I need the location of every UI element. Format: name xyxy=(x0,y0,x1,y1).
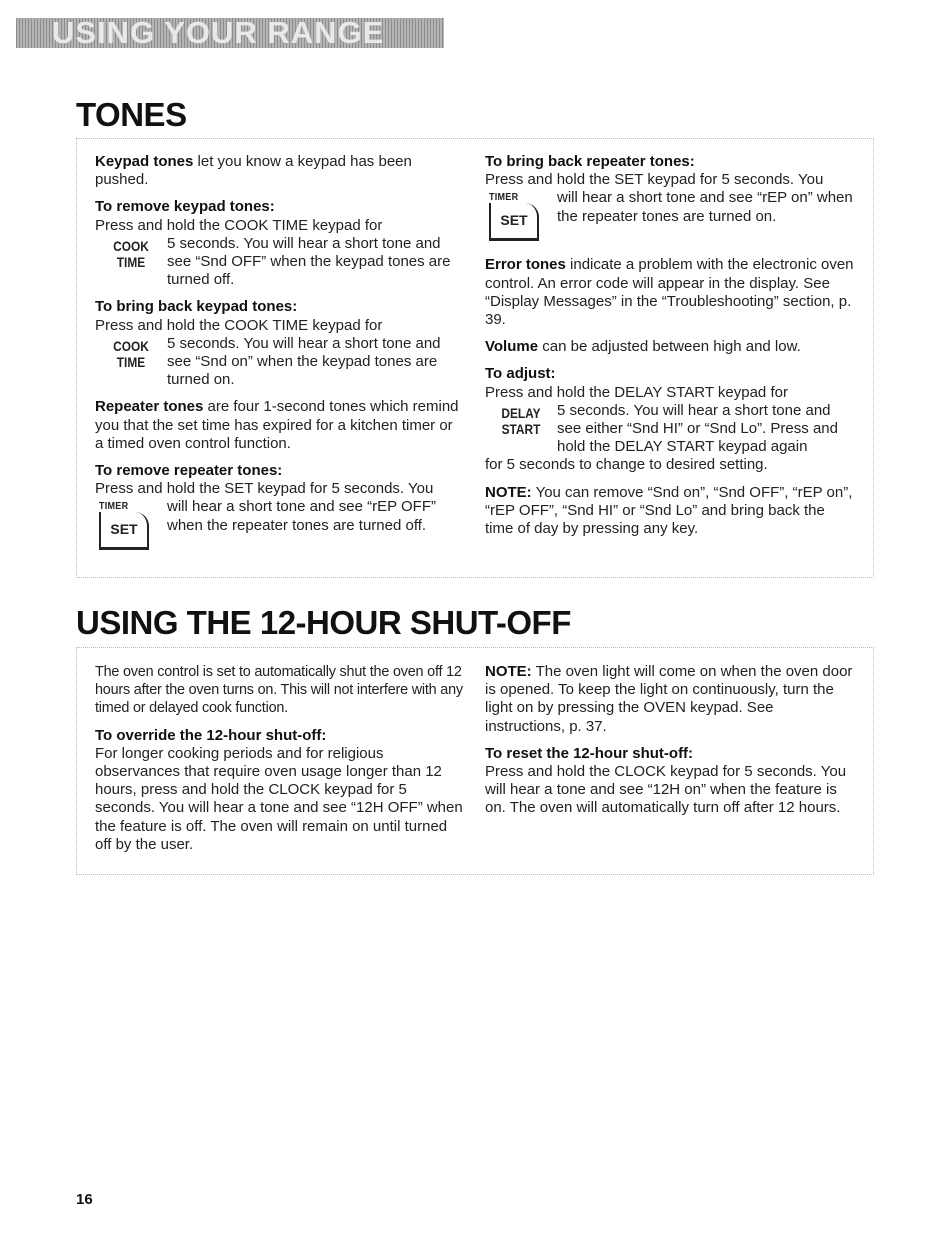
set-key-shape xyxy=(489,203,539,241)
time-key-label: TIME xyxy=(116,353,146,370)
start-key-label: START xyxy=(501,420,541,437)
remove-repeater-heading: To remove repeater tones: xyxy=(95,462,283,480)
shutoff-title: USING THE 12-HOUR SHUT-OFF xyxy=(76,604,571,641)
bring-back-keypad-intro: Press and hold the COOK TIME keypad for xyxy=(95,316,383,334)
tones-note-paragraph xyxy=(485,484,857,539)
adjust-row xyxy=(485,402,857,457)
bring-back-keypad-row xyxy=(95,335,465,390)
reset-heading: To reset the 12-hour shut-off: xyxy=(485,744,694,762)
shutoff-note-text: The oven light will come on when the oven door is opened. To keep the light on continuously, turn the light on by pressing the OVEN keypad. See instructions, p. 37. xyxy=(485,663,853,735)
tones-left-column xyxy=(95,153,465,565)
remove-keypad-row xyxy=(95,235,465,290)
timer-key-label: TIMER xyxy=(99,501,129,513)
page-number: 16 xyxy=(76,1191,93,1208)
cook-key-label: COOK xyxy=(113,337,149,354)
adjust-intro: Press and hold the DELAY START keypad for xyxy=(485,383,788,401)
bring-back-repeater-row xyxy=(485,189,857,247)
override-text: For longer cooking periods and for religious observances that require oven usage longer than 12 hours, press and hold the CLOCK keypad for 5 seconds. You will hear a tone and see “12H OFF” when the feature is off. The oven will remain on until turned off by the user. xyxy=(95,744,463,853)
delay-key-label: DELAY xyxy=(501,404,541,421)
error-tones-lead: Error tones xyxy=(485,256,566,274)
shutoff-note-paragraph xyxy=(485,663,857,736)
bring-back-keypad-text: 5 seconds. You will hear a short tone and see “Snd on” when the keypad tones are turned on. xyxy=(167,334,441,389)
bring-back-repeater-intro: Press and hold the SET keypad for 5 seconds. You xyxy=(485,171,824,189)
volume-lead: Volume xyxy=(485,338,539,356)
keypad-tones-paragraph xyxy=(95,153,465,189)
time-key-label: TIME xyxy=(116,253,146,270)
remove-keypad-intro: Press and hold the COOK TIME keypad for xyxy=(95,216,383,234)
timer-key-label: TIMER xyxy=(489,192,519,204)
repeater-tones-text: are four 1-second tones which remind you that the set time has expired for a kitchen timer or a timed oven control function. xyxy=(95,398,459,452)
remove-keypad-text: 5 seconds. You will hear a short tone and see “Snd OFF” when the keypad tones are turned off. xyxy=(167,234,451,289)
cook-time-key-icon xyxy=(100,335,161,370)
reset-text: Press and hold the CLOCK keypad for 5 seconds. You will hear a tone and see “12H on” when the feature is on. The oven will automatically turn off after 12 hours. xyxy=(485,763,847,817)
tones-note-lead: NOTE: xyxy=(485,483,532,501)
tones-title: TONES xyxy=(76,96,187,133)
override-heading: To override the 12-hour shut-off: xyxy=(95,726,327,744)
volume-text: can be adjusted between high and low. xyxy=(538,338,801,356)
error-tones-paragraph xyxy=(485,256,857,329)
adjust-tail: for 5 seconds to change to desired setting. xyxy=(485,456,768,474)
adjust-text: 5 seconds. You will hear a short tone and see either “Snd HI” or “Snd Lo”. Press and hold the DELAY START keypad again xyxy=(557,401,838,456)
tones-right-column xyxy=(485,153,857,547)
remove-keypad-heading: To remove keypad tones: xyxy=(95,198,275,216)
remove-repeater-row xyxy=(95,498,465,556)
delay-start-key-icon xyxy=(490,402,551,437)
remove-repeater-text: will hear a short tone and see “rEP OFF” when the repeater tones are turned off. xyxy=(167,498,437,534)
volume-paragraph xyxy=(485,338,857,356)
set-key-label: SET xyxy=(110,521,138,538)
error-tones-text: indicate a problem with the electronic oven control. An error code will appear in the display. See “Display Messages” in the “Troubleshooting” section, p. 39. xyxy=(485,256,854,329)
header-title: USING YOUR RANGE xyxy=(52,15,385,50)
timer-set-key-icon xyxy=(485,189,557,247)
cook-key-label: COOK xyxy=(113,237,149,254)
shutoff-intro: The oven control is set to automatically shut the oven off 12 hours after the oven turns on. This will not interfere with any timed or delayed cook function. xyxy=(95,664,463,717)
bring-back-repeater-heading: To bring back repeater tones: xyxy=(485,153,695,170)
remove-repeater-intro: Press and hold the SET keypad for 5 seconds. You xyxy=(95,480,434,498)
shutoff-note-lead: NOTE: xyxy=(485,663,532,680)
cook-time-key-icon xyxy=(100,235,161,270)
set-key-label: SET xyxy=(500,212,528,229)
repeater-tones-paragraph xyxy=(95,398,465,453)
keypad-tones-lead: Keypad tones xyxy=(95,153,194,170)
keypad-tones-text: let you know a keypad has been pushed. xyxy=(95,153,412,189)
shutoff-left-column xyxy=(95,663,465,854)
shutoff-right-column xyxy=(485,663,857,818)
bring-back-keypad-heading: To bring back keypad tones: xyxy=(95,298,298,316)
bring-back-repeater-text: will hear a short tone and see “rEP on” when the repeater tones are turned on. xyxy=(557,189,853,225)
adjust-heading: To adjust: xyxy=(485,365,556,383)
tones-note-text: You can remove “Snd on”, “Snd OFF”, “rEP on”, “rEP OFF”, “Snd HI” or “Snd Lo” and bring back the time of day by pressing any key. xyxy=(485,483,853,538)
set-key-shape xyxy=(99,512,149,550)
repeater-tones-lead: Repeater tones xyxy=(95,398,204,416)
timer-set-key-icon xyxy=(95,498,167,556)
